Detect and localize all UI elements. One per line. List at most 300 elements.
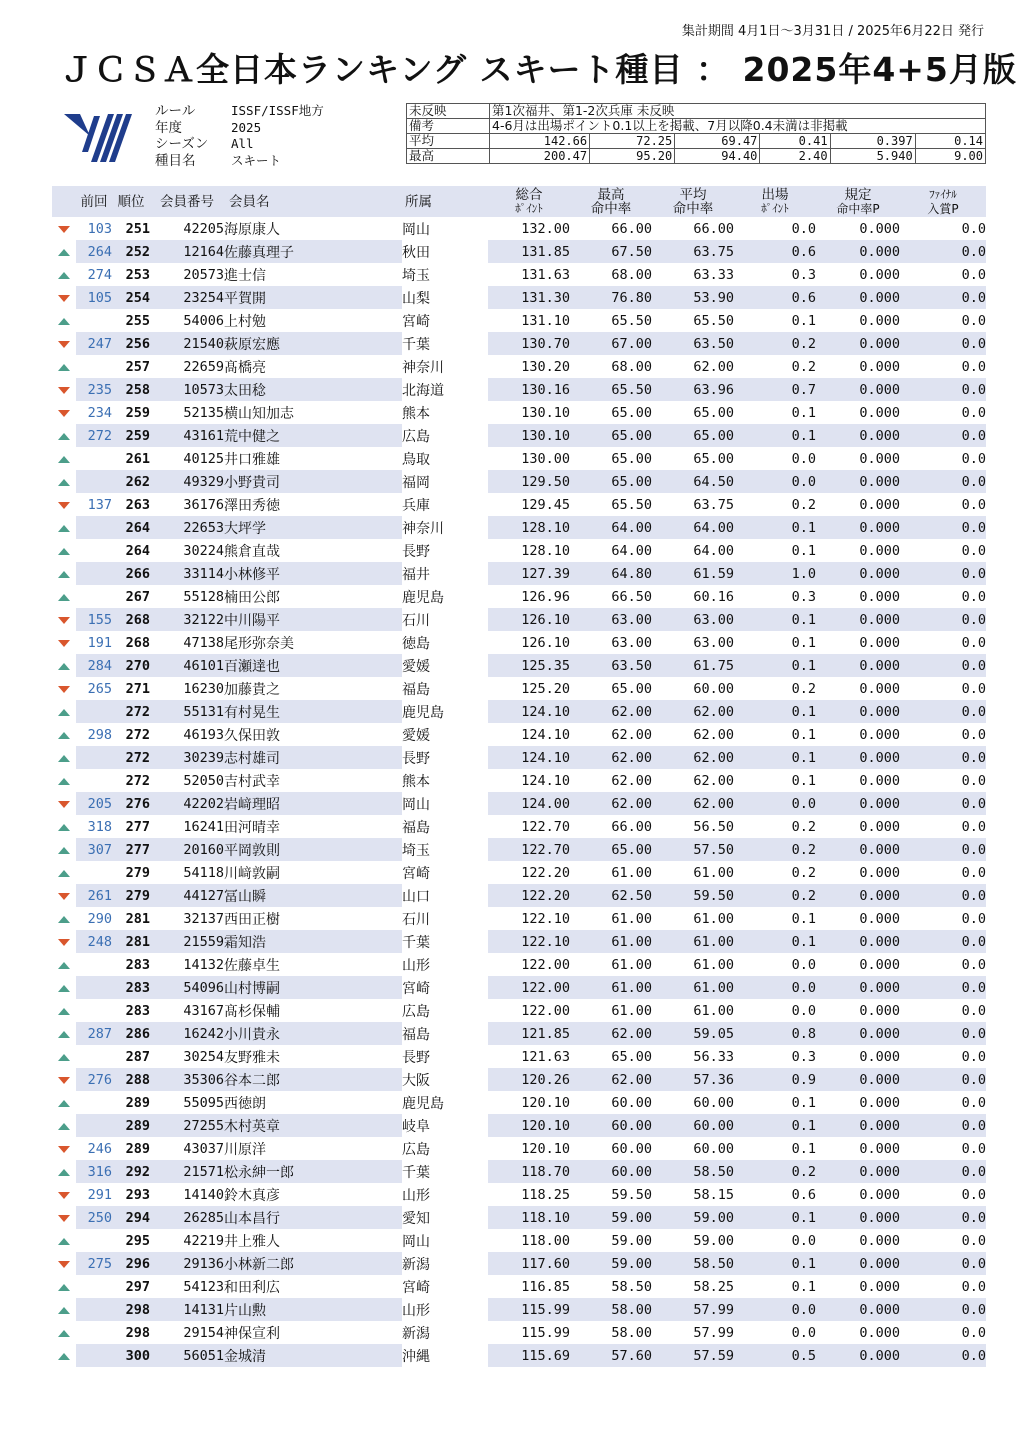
rank: 257 bbox=[125, 358, 150, 375]
entry-points: 0.1 bbox=[734, 700, 816, 723]
best-hit-rate: 61.00 bbox=[611, 910, 652, 927]
prev-rank bbox=[76, 1229, 112, 1252]
member-no: 52135 bbox=[183, 404, 224, 421]
member-name: 霜知浩 bbox=[224, 930, 402, 953]
avg-hit-rate: 63.75 bbox=[652, 240, 734, 263]
trend-cell bbox=[52, 677, 76, 700]
table-row bbox=[52, 447, 986, 470]
member-name: 大坪学 bbox=[224, 516, 402, 539]
final-prize-p: 0.0 bbox=[900, 1022, 986, 1045]
affiliation: 兵庫 bbox=[402, 497, 430, 514]
entry-points: 0.6 bbox=[734, 240, 816, 263]
member-no: 16242 bbox=[150, 1022, 224, 1045]
table-row bbox=[52, 493, 986, 516]
trend-cell bbox=[52, 1229, 76, 1252]
col-member-no: 会員番号 bbox=[150, 186, 224, 217]
table-row bbox=[52, 539, 986, 562]
best-hit-rate: 58.00 bbox=[611, 1324, 652, 1341]
standard-hit-rate-p: 0.000 bbox=[859, 1278, 900, 1295]
trend-cell bbox=[52, 999, 76, 1022]
best-hit-rate: 59.00 bbox=[611, 1232, 652, 1249]
unreflected-label: 未反映 bbox=[407, 104, 490, 119]
rank-up-icon bbox=[58, 778, 70, 785]
avg-hit-rate: 62.00 bbox=[652, 700, 734, 723]
final-prize-p: 0.0 bbox=[961, 956, 986, 973]
entry-points: 1.0 bbox=[734, 562, 816, 585]
member-name: 中川陽平 bbox=[224, 608, 402, 631]
avg-hit-rate: 58.15 bbox=[693, 1186, 734, 1203]
rank: 277 bbox=[112, 838, 150, 861]
table-header bbox=[52, 186, 986, 217]
col-avg-line2: 命中率 bbox=[672, 200, 714, 217]
prev-rank: 291 bbox=[87, 1186, 112, 1203]
prev-rank: 265 bbox=[87, 680, 112, 697]
note-value: 4-6月は出場ポイント0.1以上を掲載、7月以降0.4未満は非掲載 bbox=[490, 119, 986, 134]
member-name: 上村勉 bbox=[224, 313, 266, 330]
table-row bbox=[52, 654, 986, 677]
final-prize-p: 0.0 bbox=[900, 562, 986, 585]
member-name: 佐藤真理子 bbox=[224, 240, 402, 263]
meta-rule-label: ルール bbox=[155, 103, 196, 119]
total-points: 128.10 bbox=[488, 516, 570, 539]
rank-up-icon bbox=[58, 732, 70, 739]
total-points: 115.99 bbox=[488, 1298, 570, 1321]
final-prize-p: 0.0 bbox=[900, 1252, 986, 1275]
final-prize-p: 0.0 bbox=[900, 378, 986, 401]
standard-hit-rate-p: 0.000 bbox=[859, 588, 900, 605]
prev-rank: 318 bbox=[87, 818, 112, 835]
jcsa-logo bbox=[64, 112, 138, 166]
member-no: 14131 bbox=[150, 1298, 224, 1321]
standard-hit-rate-p: 0.000 bbox=[859, 496, 900, 513]
rank-up-icon bbox=[58, 318, 70, 325]
avg-hit-rate: 58.50 bbox=[652, 1160, 734, 1183]
avg-hit-rate: 56.50 bbox=[693, 818, 734, 835]
standard-hit-rate-p: 0.000 bbox=[859, 680, 900, 697]
best-hit-rate: 59.50 bbox=[611, 1186, 652, 1203]
member-name: 小川貴永 bbox=[224, 1022, 402, 1045]
best-hit-rate: 58.50 bbox=[611, 1278, 652, 1295]
standard-hit-rate-p: 0.000 bbox=[859, 1140, 900, 1157]
rank: 256 bbox=[112, 332, 150, 355]
affiliation: 熊本 bbox=[402, 405, 430, 422]
rank-down-icon bbox=[58, 939, 70, 946]
max-value: 94.40 bbox=[675, 149, 760, 164]
trend-cell bbox=[52, 769, 76, 792]
affiliation: 福島 bbox=[402, 1026, 430, 1043]
rank: 287 bbox=[125, 1048, 150, 1065]
member-name: 川原洋 bbox=[224, 1141, 266, 1158]
member-name: 百瀬達也 bbox=[224, 654, 402, 677]
member-name: 山本昌行 bbox=[224, 1206, 402, 1229]
final-prize-p: 0.0 bbox=[961, 496, 986, 513]
affiliation: 熊本 bbox=[402, 773, 430, 790]
avg-hit-rate: 56.33 bbox=[693, 1048, 734, 1065]
final-prize-p: 0.0 bbox=[961, 772, 986, 789]
table-row bbox=[52, 700, 986, 723]
total-points: 129.50 bbox=[488, 470, 570, 493]
table-row bbox=[52, 1275, 986, 1298]
total-points: 115.99 bbox=[521, 1324, 570, 1341]
member-no: 14140 bbox=[183, 1186, 224, 1203]
total-points: 120.10 bbox=[521, 1140, 570, 1157]
trend-cell bbox=[52, 1206, 76, 1229]
avg-hit-rate: 60.16 bbox=[693, 588, 734, 605]
entry-points: 0.2 bbox=[791, 496, 816, 513]
total-points: 117.60 bbox=[488, 1252, 570, 1275]
avg-hit-rate: 62.00 bbox=[693, 358, 734, 375]
affiliation: 広島 bbox=[402, 1141, 430, 1158]
affiliation: 神奈川 bbox=[402, 520, 444, 537]
affiliation: 神奈川 bbox=[402, 359, 444, 376]
note-label: 備考 bbox=[407, 119, 490, 134]
affiliation: 山口 bbox=[402, 888, 430, 905]
standard-hit-rate-p: 0.000 bbox=[859, 772, 900, 789]
entry-points: 0.1 bbox=[791, 312, 816, 329]
avg-hit-rate: 57.59 bbox=[652, 1344, 734, 1367]
best-hit-rate: 57.60 bbox=[570, 1344, 652, 1367]
final-prize-p: 0.0 bbox=[900, 424, 986, 447]
member-name: 尾形弥奈美 bbox=[224, 635, 294, 652]
best-hit-rate: 59.00 bbox=[570, 1206, 652, 1229]
affiliation: 山梨 bbox=[402, 290, 430, 307]
best-hit-rate: 60.00 bbox=[570, 1114, 652, 1137]
avg-value: 0.41 bbox=[760, 134, 830, 149]
standard-hit-rate-p: 0.000 bbox=[816, 470, 900, 493]
affiliation: 福井 bbox=[402, 566, 430, 583]
entry-points: 0.1 bbox=[791, 542, 816, 559]
affiliation: 広島 bbox=[402, 428, 430, 445]
member-no: 36176 bbox=[183, 496, 224, 513]
info-table bbox=[406, 103, 986, 164]
affiliation: 福岡 bbox=[402, 474, 430, 491]
total-points: 126.96 bbox=[521, 588, 570, 605]
avg-hit-rate: 66.00 bbox=[693, 220, 734, 237]
entry-points: 0.2 bbox=[791, 864, 816, 881]
member-no: 43037 bbox=[183, 1140, 224, 1157]
rank: 277 bbox=[125, 818, 150, 835]
final-prize-p: 0.0 bbox=[900, 1068, 986, 1091]
final-prize-p: 0.0 bbox=[961, 404, 986, 421]
member-name: 友野雅未 bbox=[224, 1049, 280, 1066]
avg-hit-rate: 59.00 bbox=[652, 1206, 734, 1229]
max-value: 9.00 bbox=[915, 149, 985, 164]
total-points: 122.00 bbox=[521, 956, 570, 973]
best-hit-rate: 61.00 bbox=[611, 956, 652, 973]
col-final bbox=[900, 186, 986, 217]
rank: 272 bbox=[125, 726, 150, 743]
entry-points: 0.1 bbox=[791, 726, 816, 743]
standard-hit-rate-p: 0.000 bbox=[859, 1232, 900, 1249]
rank-up-icon bbox=[58, 1330, 70, 1337]
rank-up-icon bbox=[58, 962, 70, 969]
rank: 264 bbox=[125, 542, 150, 559]
meta-year-value: 2025 bbox=[231, 119, 262, 135]
affiliation: 広島 bbox=[402, 1003, 430, 1020]
entry-points: 0.1 bbox=[734, 1252, 816, 1275]
trend-cell bbox=[52, 263, 76, 286]
table-row bbox=[52, 953, 986, 976]
standard-hit-rate-p: 0.000 bbox=[859, 818, 900, 835]
rank-down-icon bbox=[58, 387, 70, 394]
avg-hit-rate: 62.00 bbox=[652, 746, 734, 769]
member-name: 髙杉保輔 bbox=[224, 1003, 280, 1020]
rank: 264 bbox=[112, 516, 150, 539]
entry-points: 0.2 bbox=[791, 358, 816, 375]
member-name: 加藤貴之 bbox=[224, 681, 280, 698]
member-name: 山村博嗣 bbox=[224, 976, 402, 999]
table-row bbox=[52, 907, 986, 930]
meta-season-value: All bbox=[231, 136, 254, 151]
member-name: 平岡敦則 bbox=[224, 838, 402, 861]
member-name: 田河晴幸 bbox=[224, 819, 280, 836]
member-no: 21571 bbox=[150, 1160, 224, 1183]
final-prize-p: 0.0 bbox=[900, 884, 986, 907]
avg-hit-rate: 61.59 bbox=[652, 562, 734, 585]
rank-up-icon bbox=[58, 1284, 70, 1291]
affiliation: 千葉 bbox=[402, 934, 430, 951]
entry-points: 0.0 bbox=[734, 976, 816, 999]
trend-cell bbox=[52, 1160, 76, 1183]
best-hit-rate: 65.00 bbox=[611, 1048, 652, 1065]
avg-value: 0.397 bbox=[830, 134, 915, 149]
rank-up-icon bbox=[58, 1031, 70, 1038]
standard-hit-rate-p: 0.000 bbox=[859, 634, 900, 651]
table-row bbox=[52, 1091, 986, 1114]
member-no: 20573 bbox=[183, 266, 224, 283]
max-value: 95.20 bbox=[590, 149, 675, 164]
rank-down-icon bbox=[58, 1192, 70, 1199]
avg-hit-rate: 53.90 bbox=[652, 286, 734, 309]
total-points: 124.00 bbox=[488, 792, 570, 815]
table-row bbox=[52, 1229, 986, 1252]
table-row bbox=[52, 1045, 986, 1068]
trend-cell bbox=[52, 1068, 76, 1091]
table-row bbox=[52, 1068, 986, 1091]
trend-cell bbox=[52, 332, 76, 355]
entry-points: 0.0 bbox=[791, 1002, 816, 1019]
member-name: 岩﨑理昭 bbox=[224, 792, 402, 815]
rank-up-icon bbox=[58, 870, 70, 877]
final-prize-p: 0.0 bbox=[900, 792, 986, 815]
member-name: 久保田敦 bbox=[224, 727, 280, 744]
avg-value: 142.66 bbox=[490, 134, 590, 149]
prev-rank: 191 bbox=[87, 634, 112, 651]
prev-rank bbox=[76, 999, 112, 1022]
col-entry bbox=[734, 186, 816, 217]
rank: 297 bbox=[125, 1278, 150, 1295]
avg-hit-rate: 61.75 bbox=[652, 654, 734, 677]
affiliation: 愛知 bbox=[402, 1210, 430, 1227]
entry-points: 0.6 bbox=[791, 1186, 816, 1203]
member-name: 和田利広 bbox=[224, 1279, 280, 1296]
final-prize-p: 0.0 bbox=[900, 1298, 986, 1321]
best-hit-rate: 63.00 bbox=[570, 608, 652, 631]
entry-points: 0.8 bbox=[734, 1022, 816, 1045]
rank-down-icon bbox=[58, 410, 70, 417]
member-no: 54006 bbox=[183, 312, 224, 329]
rank: 268 bbox=[125, 634, 150, 651]
prev-rank bbox=[76, 470, 112, 493]
best-hit-rate: 65.00 bbox=[570, 838, 652, 861]
prev-rank bbox=[76, 953, 112, 976]
avg-hit-rate: 63.50 bbox=[652, 332, 734, 355]
rank: 259 bbox=[112, 424, 150, 447]
member-name: 髙橋亮 bbox=[224, 359, 266, 376]
table-row bbox=[52, 1321, 986, 1344]
rank-up-icon bbox=[58, 1169, 70, 1176]
avg-hit-rate: 61.00 bbox=[693, 1002, 734, 1019]
rank: 283 bbox=[112, 976, 150, 999]
standard-hit-rate-p: 0.000 bbox=[816, 1160, 900, 1183]
table-row bbox=[52, 631, 986, 654]
col-total-line1: 総合 bbox=[515, 186, 543, 203]
table-row bbox=[52, 769, 986, 792]
affiliation: 山形 bbox=[402, 1187, 430, 1204]
final-prize-p: 0.0 bbox=[900, 240, 986, 263]
best-hit-rate: 59.00 bbox=[570, 1252, 652, 1275]
avg-hit-rate: 64.00 bbox=[652, 516, 734, 539]
trend-cell bbox=[52, 1114, 76, 1137]
affiliation: 大阪 bbox=[402, 1072, 430, 1089]
trend-cell bbox=[52, 723, 76, 746]
rank-down-icon bbox=[58, 1261, 70, 1268]
max-value: 5.940 bbox=[830, 149, 915, 164]
prev-rank: 275 bbox=[76, 1252, 112, 1275]
table-row bbox=[52, 838, 986, 861]
trend-cell bbox=[52, 930, 76, 953]
trend-cell bbox=[52, 1137, 76, 1160]
prev-rank: 264 bbox=[76, 240, 112, 263]
rank: 254 bbox=[112, 286, 150, 309]
entry-points: 0.7 bbox=[734, 378, 816, 401]
total-points: 128.10 bbox=[521, 542, 570, 559]
total-points: 122.10 bbox=[488, 930, 570, 953]
entry-points: 0.1 bbox=[734, 1206, 816, 1229]
member-name: 横山知加志 bbox=[224, 405, 294, 422]
member-name: 井上雅人 bbox=[224, 1233, 280, 1250]
total-points: 126.10 bbox=[488, 608, 570, 631]
standard-hit-rate-p: 0.000 bbox=[816, 516, 900, 539]
member-name: 片山勲 bbox=[224, 1298, 402, 1321]
table-row bbox=[52, 976, 986, 999]
best-hit-rate: 63.50 bbox=[570, 654, 652, 677]
entry-points: 0.3 bbox=[791, 1048, 816, 1065]
unreflected-value: 第1次福井、第1-2次兵庫 未反映 bbox=[490, 104, 986, 119]
member-name: 佐藤卓生 bbox=[224, 957, 280, 974]
member-no: 22653 bbox=[150, 516, 224, 539]
best-hit-rate: 65.50 bbox=[611, 312, 652, 329]
ranking-table bbox=[52, 186, 986, 1367]
affiliation: 長野 bbox=[402, 750, 430, 767]
trend-cell bbox=[52, 401, 76, 424]
final-prize-p: 0.0 bbox=[900, 838, 986, 861]
standard-hit-rate-p: 0.000 bbox=[859, 312, 900, 329]
total-points: 130.16 bbox=[488, 378, 570, 401]
affiliation: 宮崎 bbox=[402, 980, 430, 997]
page-title: ＪＣＳＡ全日本ランキング スキート種目 ： 2025年4+5月版 bbox=[60, 50, 1017, 89]
max-value: 200.47 bbox=[490, 149, 590, 164]
standard-hit-rate-p: 0.000 bbox=[816, 378, 900, 401]
total-points: 118.70 bbox=[488, 1160, 570, 1183]
trend-cell bbox=[52, 1298, 76, 1321]
trend-cell bbox=[52, 286, 76, 309]
final-prize-p: 0.0 bbox=[900, 930, 986, 953]
rank: 276 bbox=[112, 792, 150, 815]
rank-down-icon bbox=[58, 341, 70, 348]
avg-hit-rate: 59.50 bbox=[652, 884, 734, 907]
col-rank: 順位 bbox=[112, 186, 150, 217]
rank: 272 bbox=[112, 746, 150, 769]
rank: 267 bbox=[125, 588, 150, 605]
table-row bbox=[52, 286, 986, 309]
prev-rank: 235 bbox=[76, 378, 112, 401]
final-prize-p: 0.0 bbox=[900, 608, 986, 631]
member-name: 熊倉直哉 bbox=[224, 543, 280, 560]
prev-rank: 276 bbox=[76, 1068, 112, 1091]
col-name-label: 会員名 bbox=[229, 193, 270, 210]
rank-down-icon bbox=[58, 502, 70, 509]
max-label: 最高 bbox=[407, 149, 490, 164]
trend-cell bbox=[52, 470, 76, 493]
best-hit-rate: 62.00 bbox=[611, 726, 652, 743]
affiliation: 山形 bbox=[402, 1302, 430, 1319]
trend-cell bbox=[52, 309, 76, 332]
rank: 289 bbox=[125, 1140, 150, 1157]
rank-up-icon bbox=[58, 364, 70, 371]
total-points: 122.10 bbox=[521, 910, 570, 927]
avg-label: 平均 bbox=[407, 134, 490, 149]
prev-rank bbox=[76, 585, 112, 608]
prev-rank bbox=[76, 1114, 112, 1137]
rank-down-icon bbox=[58, 686, 70, 693]
prev-rank: 274 bbox=[87, 266, 112, 283]
avg-hit-rate: 60.00 bbox=[693, 1094, 734, 1111]
member-no: 21540 bbox=[150, 332, 224, 355]
final-prize-p: 0.0 bbox=[900, 516, 986, 539]
affiliation: 鳥取 bbox=[402, 451, 430, 468]
table-row bbox=[52, 263, 986, 286]
final-prize-p: 0.0 bbox=[961, 1324, 986, 1341]
member-name: 西徳朗 bbox=[224, 1095, 266, 1112]
meta-block bbox=[155, 103, 324, 169]
best-hit-rate: 60.00 bbox=[611, 1140, 652, 1157]
best-hit-rate: 66.00 bbox=[611, 818, 652, 835]
trend-cell bbox=[52, 539, 76, 562]
table-row bbox=[52, 746, 986, 769]
col-total-line2: ﾎﾟｲﾝﾄ bbox=[515, 201, 543, 215]
avg-value: 69.47 bbox=[675, 134, 760, 149]
avg-hit-rate: 64.50 bbox=[652, 470, 734, 493]
prev-rank: 272 bbox=[76, 424, 112, 447]
entry-points: 0.0 bbox=[791, 1232, 816, 1249]
member-no: 46193 bbox=[183, 726, 224, 743]
member-no: 43161 bbox=[150, 424, 224, 447]
affiliation: 岡山 bbox=[402, 221, 430, 238]
total-points: 122.70 bbox=[488, 838, 570, 861]
table-row bbox=[52, 1022, 986, 1045]
prev-rank: 248 bbox=[76, 930, 112, 953]
final-prize-p: 0.0 bbox=[900, 746, 986, 769]
affiliation: 岐阜 bbox=[402, 1118, 430, 1135]
table-row bbox=[52, 1344, 986, 1367]
best-hit-rate: 65.50 bbox=[570, 378, 652, 401]
entry-points: 0.1 bbox=[734, 608, 816, 631]
final-prize-p: 0.0 bbox=[961, 358, 986, 375]
prev-rank: 284 bbox=[76, 654, 112, 677]
standard-hit-rate-p: 0.000 bbox=[816, 792, 900, 815]
rank-down-icon bbox=[58, 226, 70, 233]
